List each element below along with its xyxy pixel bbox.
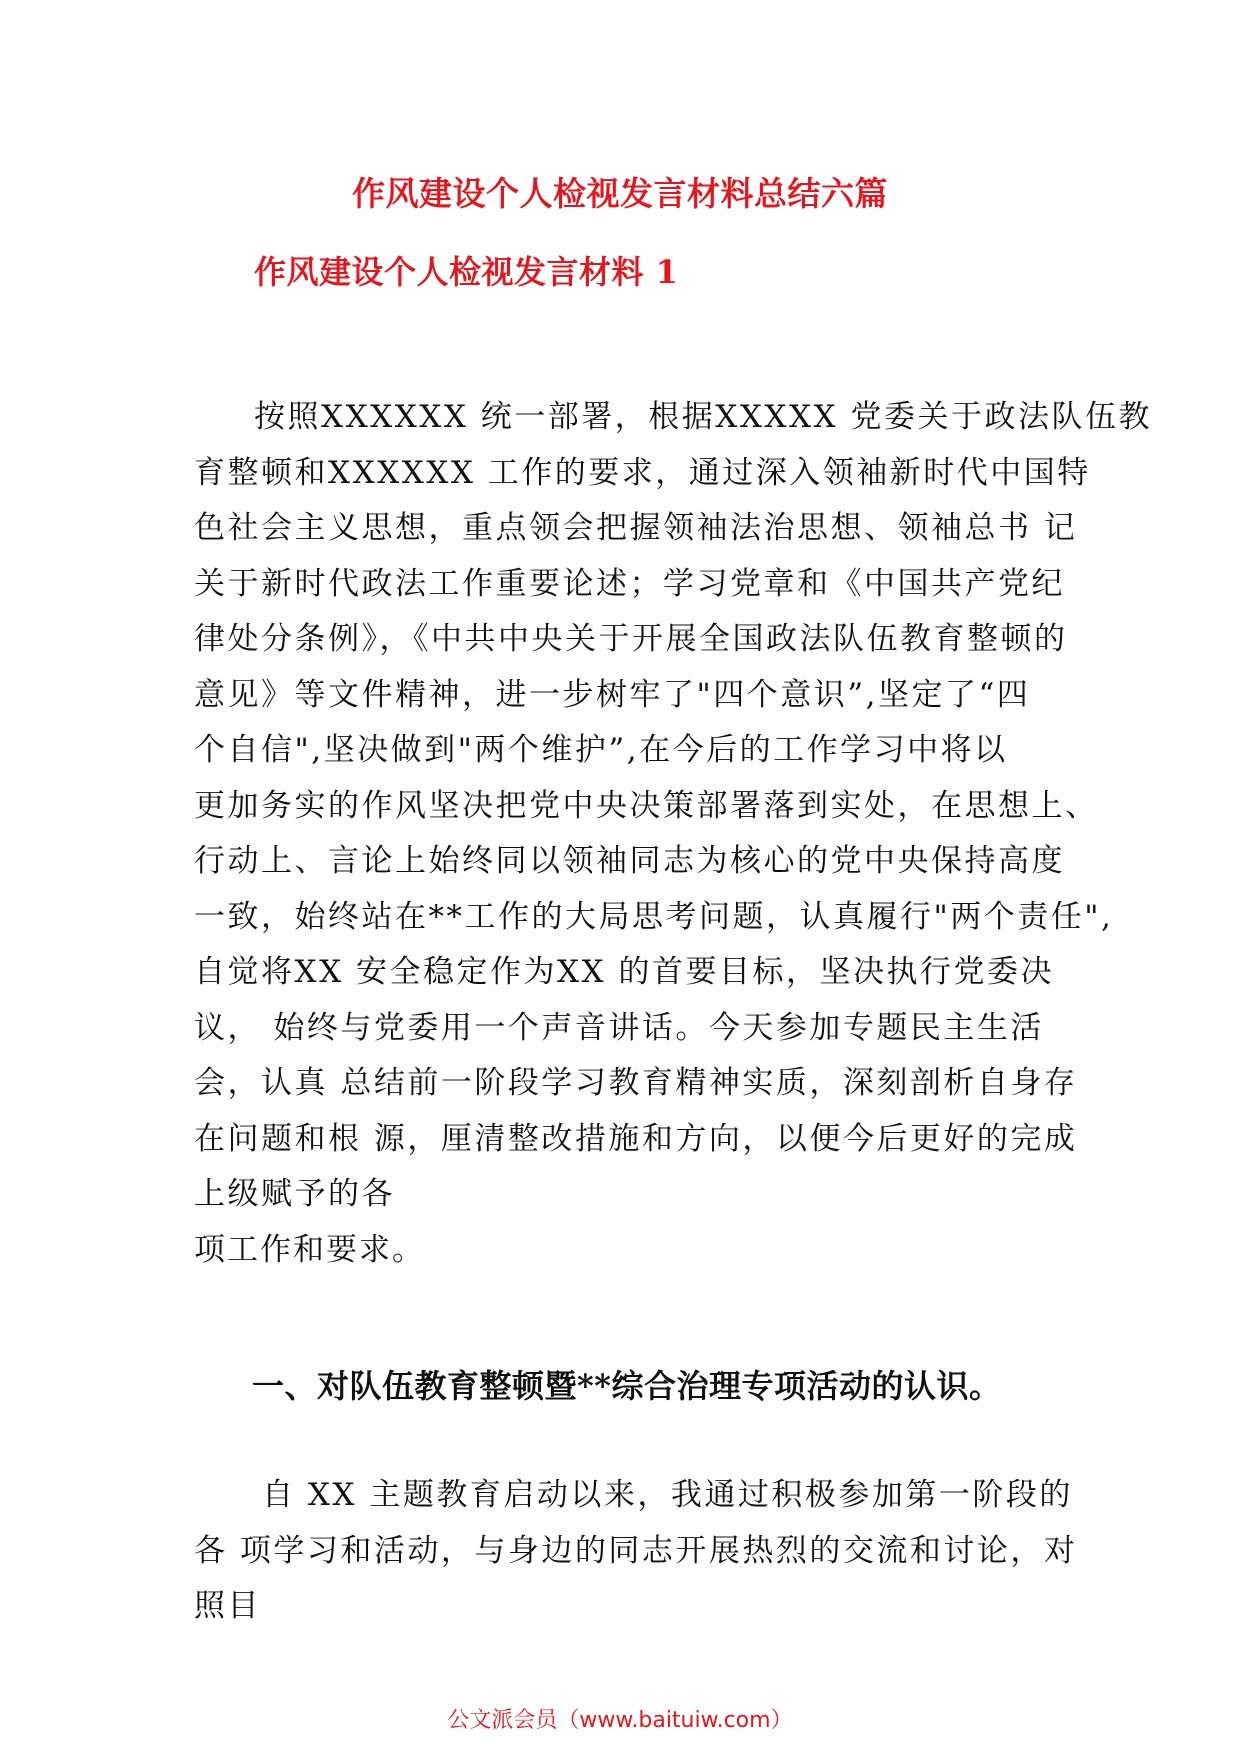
paragraph-line: 上级赋予的各 xyxy=(194,1176,395,1212)
paragraph-line: 按照XXXXXX 统一部署，根据XXXXX 党委关于政法队伍教 xyxy=(254,399,1152,435)
heading-one: 一、对队伍教育整顿暨**综合治理专项活动的认识。 xyxy=(252,1367,1002,1405)
footer-watermark-link[interactable]: 公文派会员（www.baituiw.com） xyxy=(447,1708,793,1733)
paragraph-line: 在问题和根 源，厘清整改措施和方向，以便今后更好的完成 xyxy=(194,1120,1078,1157)
paragraph-line: 关于新时代政法工作重要论述；学习党章和《中国共产党纪 xyxy=(194,565,1065,602)
paragraph-line: 各 项学习和活动，与身边的同志开展热烈的交流和讨论，对 xyxy=(194,1532,1078,1569)
paragraph-line: 律处分条例》，《中共中央关于开展全国政法队伍教育整顿的 xyxy=(194,621,1068,657)
document-title: 作风建设个人检视发言材料总结六篇 xyxy=(352,174,888,213)
paragraph-line: 会，认真 总结前一阶段学习教育精神实质，深刻剖析自身存 xyxy=(194,1065,1078,1101)
section-title: 作风建设个人检视发言材料 1 xyxy=(254,253,679,291)
paragraph-line: 照目 xyxy=(194,1588,261,1624)
paragraph-2 xyxy=(194,1468,1077,1635)
paragraph-line: 自觉将XX 安全稳定作为XX 的首要目标，坚决执行党委决 xyxy=(194,954,1054,990)
paragraph-line: 自 XX 主题教育启动以来，我通过积极参加第一阶段的 xyxy=(262,1477,1073,1513)
paragraph-line: 行动上、言论上始终同以领袖同志为核心的党中央保持高度 xyxy=(194,843,1065,879)
paragraph-line: 一致，始终站在**工作的大局思考问题，认真履行"两个责任", xyxy=(194,898,1114,935)
paragraph-1-tail: 项工作和要求。 xyxy=(194,1232,425,1268)
paragraph-1 xyxy=(194,390,1152,1223)
paragraph-line: 意见》等文件精神，进一步树牢了"四个意识”,坚定了“四 xyxy=(194,676,1031,713)
paragraph-line: 色社会主义思想，重点领会把握领袖法治思想、领袖总书 记 xyxy=(194,510,1078,546)
paragraph-line: 议， 始终与党委用一个声音讲话。今天参加专题民主生活 xyxy=(194,1009,1044,1046)
paragraph-line: 育整顿和XXXXXX 工作的要求，通过深入领袖新时代中国特 xyxy=(194,454,1091,491)
paragraph-line: 个自信",坚决做到"两个维护”,在今后的工作学习中将以 xyxy=(194,732,1008,768)
paragraph-line: 更加务实的作风坚决把党中央决策部署落到实处，在思想上、 xyxy=(194,787,1099,824)
